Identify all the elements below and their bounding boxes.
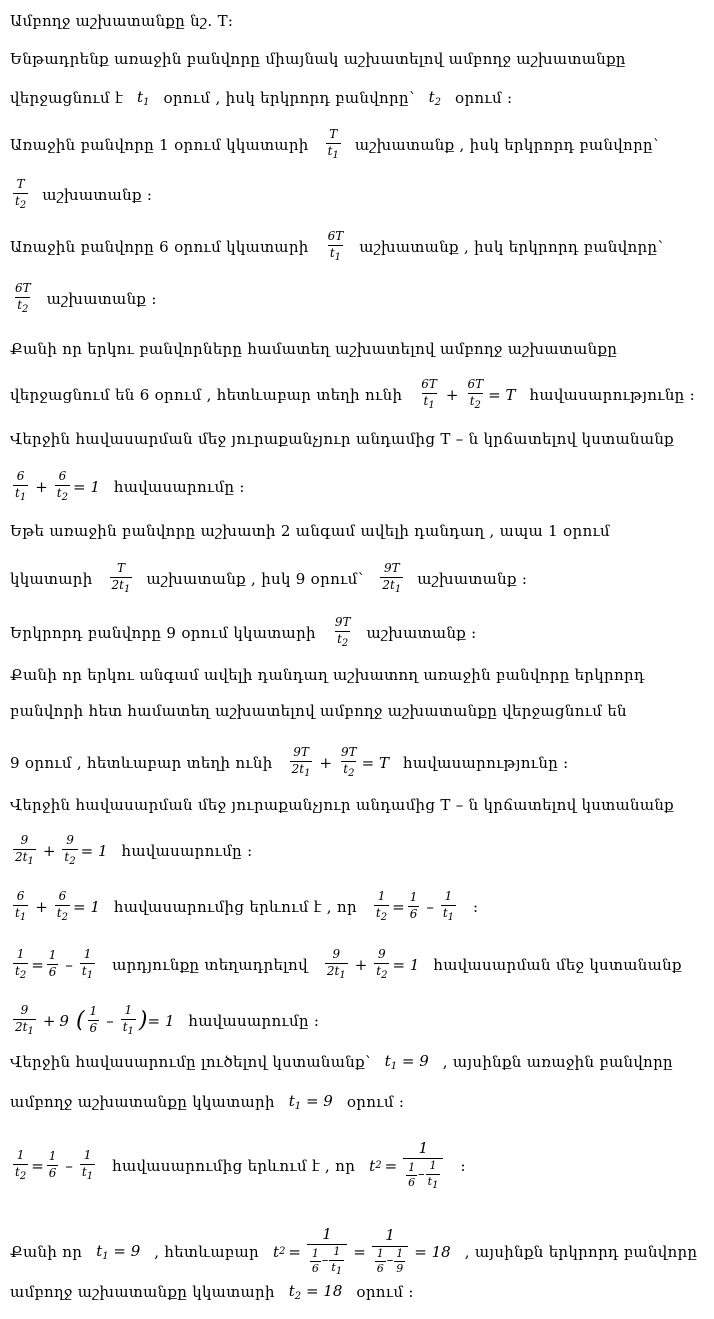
paragraph-1-line-2 — [10, 88, 690, 108]
text: արդյունքը տեղադրելով — [112, 955, 308, 974]
equation-9-over-t-sum-ref: $\frac{9}{2t_1}$ + $\frac{9}{t_2}$ = 1 — [326, 947, 420, 981]
text: Եթե առաջին բանվորը աշխատի 2 անգամ ավելի դանդաղ , ապա 1 օրում — [10, 522, 611, 540]
text: հավասարումից երևում է , որ — [113, 897, 357, 916]
text: աշխատանք , իսկ երկրորդ բանվորը՝ — [354, 135, 659, 154]
paragraph-9-line-2 — [10, 834, 690, 867]
text: հավասարումից երևում է , որ — [112, 1156, 356, 1175]
equation-1-over-t2: $\frac{1}{t_2}$ = $\frac{1}{6}$ – $\frac{1}{t_1}$ — [375, 889, 455, 923]
paragraph-3-line-1 — [10, 230, 690, 263]
text: , այսինքն երկրորդ բանվորը — [464, 1242, 698, 1261]
paragraph-8-line-2 — [10, 702, 690, 720]
equation-substituted: $\frac{9}{2t_1}$ + 9 ( $\frac{1}{6}$ – $\frac{1}{t_1}$ ) = 1 — [15, 1003, 175, 1037]
text: հավասարումը ։ — [113, 477, 245, 496]
paragraph-4-line-2 — [10, 377, 695, 411]
equation-1-over-t2-ref: $\frac{1}{t_2}$ = $\frac{1}{6}$ – $\frac{1}{t_1}$ — [15, 947, 94, 981]
paragraph-11-line-2 — [10, 1004, 690, 1037]
text: կկատարի — [10, 569, 93, 588]
text: օրում ։ — [455, 89, 513, 107]
paragraph-10: $\frac{6}{t_1}$ + $\frac{6}{t_2}$ = 1 հավասարումից երևում է , որ $\frac{1}{t_2}$ = $\frac{1}{6}$ – $\frac{1}{t_1}$ ։ — [10, 890, 690, 923]
text: վերջացնում է — [10, 89, 124, 107]
fraction-9T-over-2t1: $\frac{9T}{2t_1}$ — [382, 561, 402, 595]
text: հավասարումը ։ — [121, 841, 253, 860]
paragraph-2-line-2 — [10, 178, 690, 211]
equation-t2-final: t 2 = 1 $\frac{1}{6}$ – $\frac{1}{t_1}$ = 1 $\frac{1}{6}$ – $\frac{1}{9}$ = 18 — [272, 1225, 451, 1277]
fraction-T-over-t1: $\frac{T}{t_1}$ — [327, 127, 339, 161]
fraction-T-over-t2: $\frac{T}{t_2}$ — [15, 177, 27, 211]
paragraph-12-line-2 — [10, 1092, 690, 1112]
text: աշխատանք ։ — [46, 289, 157, 308]
result-t2: $t_2 = 18$ — [288, 1282, 343, 1302]
paragraph-8-line-1 — [10, 666, 690, 684]
paragraph-11-line-1 — [10, 948, 690, 981]
fraction-6T-over-t2: $\frac{6T}{t_2}$ — [15, 281, 31, 315]
paragraph-3-line-2 — [10, 282, 690, 315]
text: հավասարությունը ։ — [403, 753, 569, 772]
problem-statement — [10, 12, 690, 30]
text: , այսինքն առաջին բանվորը — [442, 1053, 673, 1071]
text: աշխատանք ։ — [366, 623, 477, 642]
text: Քանի որ երկու բանվորները համատեղ աշխատելով ամբողջ աշխատանքը — [10, 340, 618, 358]
paragraph-14-line-2 — [10, 1282, 690, 1302]
text: Քանի որ — [10, 1242, 83, 1261]
text: ամբողջ աշխատանքը կկատարի — [10, 1093, 275, 1111]
text: Ենթադրենք առաջին բանվորը միայնակ աշխատելով ամբողջ աշխատանքը — [10, 50, 626, 68]
equation-6T-sum: $\frac{6T}{t_1}$ + $\frac{6T}{t_2}$ = T — [421, 377, 516, 411]
paragraph-1-line-1 — [10, 50, 690, 68]
text: Առաջին բանվորը 6 օրում կկատարի — [10, 237, 309, 256]
paragraph-8-line-3 — [10, 746, 690, 779]
paragraph-7 — [10, 616, 690, 649]
equation-t2-formula: t 2 = 1 $\frac{1}{6}$ – $\frac{1}{t_1}$ — [369, 1140, 446, 1191]
text: վերջացնում են 6 օրում , հետևաբար տեղի ունի — [10, 385, 403, 404]
paragraph-14-line-1 — [10, 1225, 698, 1277]
text: Վերջին հավասարման մեջ յուրաքանչյուր անդամից T – ն կրճատելով կստանանք — [10, 796, 675, 814]
text: , հետևաբար — [154, 1242, 259, 1261]
text: աշխատանք ։ — [417, 569, 528, 588]
text: աշխատանք , իսկ երկրորդ բանվորը՝ — [359, 237, 664, 256]
text: աշխատանք , իսկ 9 օրում՝ — [146, 569, 364, 588]
text: օրում , իսկ երկրորդ բանվորը՝ — [163, 89, 415, 107]
text: Քանի որ երկու անգամ ավելի դանդաղ աշխատող առաջին բանվորը երկրորդ — [10, 666, 645, 684]
equation-9T-sum: $\frac{9T}{2t_1}$ + $\frac{9T}{t_2}$ = T — [291, 745, 389, 779]
text: Վերջին հավասարման մեջ յուրաքանչյուր անդամից T – ն կրճատելով կստանանք — [10, 430, 675, 448]
paragraph-4-line-1 — [10, 340, 690, 358]
paragraph-9-line-1 — [10, 796, 690, 814]
equation-6-over-t-sum: $\frac{6}{t_1}$ + $\frac{6}{t_2}$ = 1 — [15, 469, 100, 503]
equation-9-over-t-sum: $\frac{9}{2t_1}$ + $\frac{9}{t_2}$ = 1 — [15, 833, 108, 867]
text: 9 օրում , հետևաբար տեղի ունի — [10, 753, 273, 772]
paragraph-5-line-1 — [10, 430, 690, 448]
text: հավասարությունը ։ — [529, 385, 695, 404]
text: հավասարման մեջ կստանանք — [433, 955, 682, 974]
fraction-T-over-2t1: $\frac{T}{2t_1}$ — [111, 561, 131, 595]
fraction-6T-over-t1: $\frac{6T}{t_1}$ — [327, 229, 344, 263]
paragraph-6-line-2 — [10, 562, 690, 595]
result-t1-again: $t_1 = 9$ — [288, 1092, 333, 1112]
text: ամբողջ աշխատանքը կկատարի — [10, 1283, 275, 1301]
var-t1: $t_1$ — [137, 88, 150, 108]
var-t2: $t_2$ — [428, 88, 441, 108]
result-t1: $t_1 = 9$ — [384, 1052, 429, 1072]
fraction-9T-over-t2: $\frac{9T}{t_2}$ — [334, 615, 351, 649]
text: բանվորի հետ համատեղ աշխատելով ամբողջ աշխատանքը վերջացնում են — [10, 702, 627, 720]
text: Վերջին հավասարումը լուծելով կստանանք՝ — [10, 1053, 371, 1071]
title-text: Ամբողջ աշխատանքը նշ․ T։ — [10, 12, 234, 30]
equation-1-over-t2-ref2: $\frac{1}{t_2}$ = $\frac{1}{6}$ – $\frac{1}{t_1}$ — [15, 1148, 94, 1182]
paragraph-6-line-1 — [10, 522, 690, 540]
text: Երկրորդ բանվորը 9 օրում կկատարի — [10, 623, 316, 642]
equation-6-over-t-sum-ref: $\frac{6}{t_1}$ + $\frac{6}{t_2}$ = 1 — [15, 889, 100, 923]
text: օրում ։ — [346, 1093, 405, 1111]
text: աշխատանք ։ — [42, 185, 153, 204]
paragraph-12-line-1 — [10, 1052, 690, 1072]
paragraph-2-line-1 — [10, 128, 690, 161]
paragraph-13: $\frac{1}{t_2}$ = $\frac{1}{6}$ – $\frac{1}{t_1}$ հավասարումից երևում է , որ t 2 = 1 $\frac{1}{6}$ – $\frac{1}{t_1}$ ։ — [10, 1140, 690, 1191]
text: Առաջին բանվորը 1 օրում կկատարի — [10, 135, 309, 154]
t1-value: $t_1 = 9$ — [96, 1241, 141, 1262]
paragraph-5-line-2 — [10, 470, 690, 503]
text: օրում ։ — [356, 1283, 414, 1301]
text: հավասարումը ։ — [188, 1011, 320, 1030]
